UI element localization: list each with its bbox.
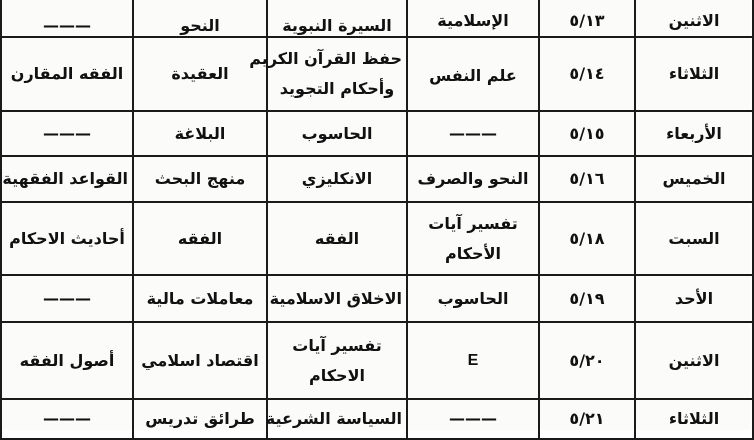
day-cell: السبت [635,202,753,275]
subject-line: ——— [43,288,91,308]
subject-line: القواعد الفقهية [2,169,128,188]
subject-cell [1,37,133,111]
date-cell: ٥/١٤ [539,37,635,111]
subject-cell [249,37,407,111]
subject-line: معاملات مالية [146,288,254,308]
day-cell: الثلاثاء [635,37,753,111]
day-cell: الاثنين [635,322,753,399]
subject-cell [407,399,539,439]
day-cell: الخميس [635,156,753,202]
subject-line: ——— [449,409,497,428]
subject-cell [1,111,133,156]
subject-cell [1,0,133,37]
subject-line: الأحكام [445,243,501,263]
subject-line: البلاغة [174,123,226,143]
subject-cell [267,156,407,202]
subject-cell [267,399,407,439]
subject-line: الفقه [314,228,360,248]
subject-line: اقتصاد اسلامي [141,350,259,370]
date-cell: ٥/١٦ [539,156,635,202]
subject-line: ——— [43,16,91,35]
subject-line: الحاسوب [301,123,373,143]
subject-line: الفقه [177,228,223,248]
subject-line: أصول الفقه [19,350,115,370]
subject-line: حفظ القرآن الكريم [249,49,402,68]
table-row [1,399,753,439]
subject-cell [133,111,267,156]
subject-line: الحاسوب [437,288,509,308]
subject-line: ——— [449,123,497,143]
subject-cell [267,0,407,37]
table-row [1,37,753,111]
subject-line: منهج البحث [154,169,246,188]
subject-line: أحاديث الاحكام [9,228,125,248]
subject-line: النحو [180,16,220,35]
subject-cell [267,111,407,156]
subject-cell [267,202,407,275]
subject-cell [1,156,133,202]
subject-line: طرائق تدريس [145,409,255,428]
table-row [1,111,753,156]
subject-cell [407,322,539,399]
subject-cell [407,275,539,322]
subject-line: علم النفس [429,66,517,85]
date-cell: ٥/١٥ [539,111,635,156]
day-cell: الأحد [635,275,753,322]
subject-cell [133,0,267,37]
subject-cell [407,0,539,37]
table-row [1,275,753,322]
subject-cell [133,322,267,399]
date-cell: ٥/١٨ [539,202,635,275]
subject-cell [407,37,539,111]
subject-cell [267,275,407,322]
subject-cell [407,202,539,275]
subject-cell [133,156,267,202]
subject-cell [267,322,407,399]
subject-line: ——— [43,123,91,143]
day-cell: الأربعاء [635,111,753,156]
date-cell: ٥/١٣ [539,0,635,37]
subject-cell [133,202,267,275]
table-row [1,0,753,37]
subject-cell [1,322,133,399]
subject-line: الاخلاق الاسلامية [269,288,402,308]
subject-line: السياسة الشرعية [265,409,402,428]
date-cell: ٥/٢٠ [539,322,635,399]
subject-cell [133,37,267,111]
subject-line: تفسير آيات [292,335,382,355]
subject-line: النحو والصرف [417,169,529,188]
table-row [1,156,753,202]
day-cell: الاثنين [635,0,753,37]
subject-line: الانكليزي [301,169,373,188]
subject-line: العقيدة [171,64,229,83]
subject-line: وأحكام التجويد [279,79,395,98]
subject-line: E [467,351,479,369]
day-cell: الثلاثاء [635,399,753,439]
date-cell: ٥/١٩ [539,275,635,322]
table-row [1,202,753,275]
subject-line: الاحكام [309,365,365,385]
subject-line: الفقه المقارن [10,64,124,83]
subject-line: ——— [43,409,91,428]
date-cell: ٥/٢١ [539,399,635,439]
subject-cell [133,275,267,322]
subject-line: تفسير آيات [428,213,518,233]
subject-cell [407,111,539,156]
subject-cell [1,202,133,275]
subject-cell [133,399,267,439]
table-row [1,322,753,399]
subject-line: السيرة النبوية [282,16,392,35]
subject-line: الإسلامية [437,11,509,30]
subject-cell [1,275,133,322]
subject-cell [407,156,539,202]
subject-cell [1,399,133,439]
